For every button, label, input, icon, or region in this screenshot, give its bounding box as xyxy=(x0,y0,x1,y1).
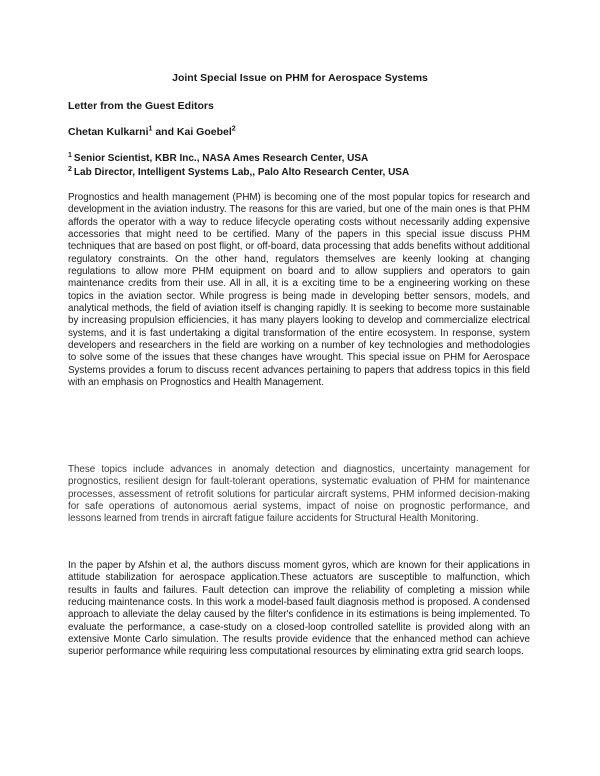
affiliation-marker: 1 xyxy=(68,151,72,159)
body-paragraph: Prognostics and health management (PHM) is becoming one of the most popular topics for research and development in the aviation industry. The reasons for this are varied, but one of the main ones is that PHM affords the operator with a way to reduce lifecycle operating costs without necessarily adding expensive accessories that might need to be certified. Many of the papers in this special issue discuss PHM techniques that are based on post flight, or off-board, data processing that adds benefits without additional regulatory constraints. On the other hand, regulators themselves are keenly looking at changing regulations to allow more PHM equipment on board and to allow suppliers and operators to gain maintenance credits from their use. All in all, it is a exciting time to be a engineering working on these topics in the aviation sector. While progress is being made in developing better sensors, models, and analytical methods, the field of aviation itself is changing rapidly. It is seeking to become more sustainable by increasing propulsion efficiencies, it has many players looking to develop and commercialize electrical systems, and it is fast undertaking a digital transformation of the entire ecosystem. In response, system developers and researchers in the field are working on a number of key technologies and methodologies to solve some of the issues that these changes have wrought. This special issue on PHM for Aerospace Systems provides a forum to discuss recent advances pertaining to papers that address topics in this field with an emphasis on Prognostics and Health Management. xyxy=(68,192,530,389)
affiliation-text: Senior Scientist, KBR Inc., NASA Ames Research Center, USA xyxy=(73,153,369,164)
author-superscript: 1 xyxy=(148,125,153,133)
author-name: and Kai Goebel xyxy=(152,126,232,138)
body-paragraph: These topics include advances in anomaly detection and diagnostics, uncertainty management for prognostics, resilient design for fault-tolerant operations, systematic evaluation of PHM for maintenance processes, assessment of retrofit solutions for particular aircraft systems, PHM informed decision-making for safe operations of autonomous aerial systems, impact of noise on prognostic performance, and lessons learned from trends in aircraft fatigue failure accidents for Structural Health Monitoring. xyxy=(68,464,530,525)
affiliation-text: Lab Director, Intelligent Systems Lab,, Palo Alto Research Center, USA xyxy=(73,167,410,178)
author-superscript: 2 xyxy=(231,125,236,133)
section-heading: Letter from the Guest Editors xyxy=(68,100,214,112)
document-title: Joint Special Issue on PHM for Aerospace Systems xyxy=(172,72,428,84)
affiliation-1 xyxy=(68,153,368,164)
affiliation-2 xyxy=(68,167,409,178)
body-paragraph: In the paper by Afshin et al, the authors discuss moment gyros, which are known for their applications in attitude stabilization for aerospace application.These actuators are susceptible to malfunction, which results in faults and failures. Fault detection can improve the reliability of completing a mission while reducing maintenance costs. In this work a model-based fault diagnosis method is proposed. A condensed approach to alleviate the delay caused by the filter's confidence in its estimations is being implemented. To evaluate the performance, a case-study on a closed-loop controlled satellite is provided along with an extensive Monte Carlo simulation. The results provide evidence that the enhanced method can achieve superior performance while requiring less computational resources by eliminating extra grid search loops. xyxy=(68,560,530,658)
author-line xyxy=(68,126,236,138)
affiliation-marker: 2 xyxy=(68,165,72,173)
author-name: Chetan Kulkarni xyxy=(68,126,149,138)
